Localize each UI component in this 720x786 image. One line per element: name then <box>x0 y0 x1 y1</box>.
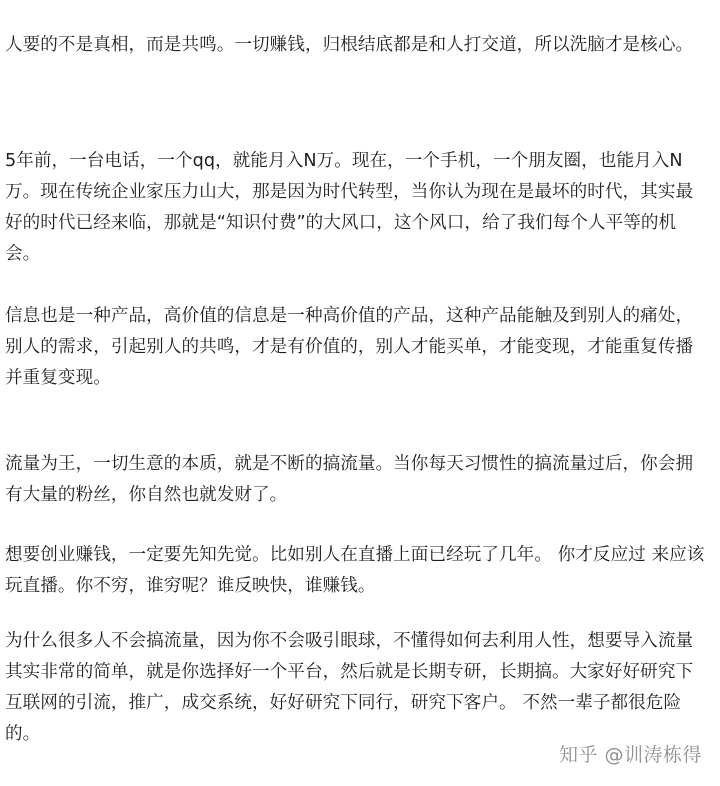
paragraph-1: 人要的不是真相，而是共鸣。一切赚钱，归根结底都是和人打交道，所以洗脑才是核心。 <box>5 35 694 55</box>
paragraph-5: 想要创业赚钱，一定要先知先觉。比如别人在直播上面已经玩了几年。 你才反应过 来应该玩直播。你不穷，谁穷呢？谁反映快，谁赚钱。 <box>5 545 705 596</box>
paragraph-2: 5年前，一台电话，一个qq，就能月入N万。现在，一个手机，一个朋友圈，也能月入N万。现在传统企业家压力山大，那是因为时代转型，当你认为现在是最坏的时代，其实最好的时代已经来临，那就是“知识付费”的大风口，这个风口，给了我们每个人平等的机会。 <box>5 151 694 264</box>
paragraph-3: 信息也是一种产品，高价值的信息是一种高价值的产品，这种产品能触及到别人的痛处，别人的需求，引起别人的共鸣，才是有价值的，别人才能买单，才能变现，才能重复传播并重复变现。 <box>5 306 694 388</box>
paragraph-4: 流量为王，一切生意的本质，就是不断的搞流量。当你每天习惯性的搞流量过后，你会拥有大量的粉丝，你自然也就发财了。 <box>5 454 694 505</box>
zhihu-watermark: 知乎 @训涛栋得 <box>558 744 702 766</box>
paragraph-6: 为什么很多人不会搞流量，因为你不会吸引眼球，不懂得如何去利用人性，想要导入流量其实非常的简单，就是你选择好一个平台，然后就是长期专研，长期搞。大家好好研究下互联网的引流，推广，成交系统，好好研究下同行，研究下客户。 不然一辈子都很危险的。 <box>5 631 694 744</box>
